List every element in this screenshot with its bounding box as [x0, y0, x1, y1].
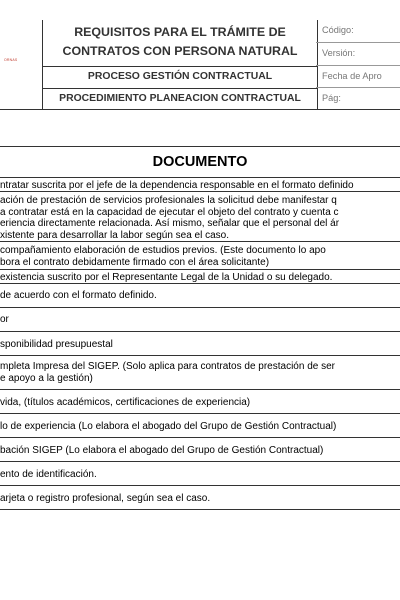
document-row-text: eriencia directamente relacionada. Así mismo, señalar que el personal del ár	[0, 218, 340, 230]
document-row-text: existencia suscrito por el Representante Legal de la Unidad o su delegado.	[0, 272, 333, 283]
document-row	[0, 486, 400, 510]
title-line-2: CONTRATOS CON PERSONA NATURAL	[62, 44, 298, 58]
document-row	[0, 438, 400, 462]
document-row-text: e apoyo a la gestión)	[0, 372, 93, 384]
document-row	[0, 462, 400, 486]
document-row-text: bación SIGEP (Lo elabora el abogado del Grupo de Gestión Contractual)	[0, 445, 324, 456]
document-row-text: lo de experiencia (Lo elabora el abogado del Grupo de Gestión Contractual)	[0, 421, 337, 432]
document-row-text: ntratar suscrita por el jefe de la dependencia responsable en el formato definido	[0, 180, 354, 191]
document-row-text: de acuerdo con el formato definido.	[0, 290, 157, 301]
document-header	[0, 20, 400, 110]
document-row	[0, 308, 400, 332]
document-row-text: or	[0, 314, 9, 325]
approval-date-label: Fecha de Apro	[316, 65, 400, 86]
document-row	[0, 390, 400, 414]
logo	[0, 20, 42, 110]
document-row-text: vida, (títulos académicos, certificaciones de experiencia)	[0, 397, 251, 408]
title-line-1: REQUISITOS PARA EL TRÁMITE DE	[74, 25, 286, 39]
document-row	[0, 284, 400, 308]
document-row	[0, 177, 400, 192]
document-row-text: mpleta Impresa del SIGEP. (Solo aplica para contratos de prestación de ser	[0, 361, 335, 372]
document-row-text: ación de prestación de servicios profesionales la solicitud debe manifestar q	[0, 195, 337, 206]
code-label: Código:	[322, 25, 354, 35]
document-row	[0, 270, 400, 284]
document-row-text: bora el contrato debidamente firmado con el área solicitante)	[0, 256, 270, 268]
version-label: Versión:	[316, 42, 400, 63]
logo-text: ORNAS	[4, 58, 18, 62]
document-row-text: a contratar está en la capacidad de ejecutar el objeto del contrato y cuenta c	[0, 206, 339, 218]
document-row	[0, 414, 400, 438]
document-title	[43, 23, 317, 63]
metadata-block	[316, 20, 400, 110]
document-row	[0, 356, 400, 390]
title-block	[42, 20, 318, 110]
page-label: Pág:	[316, 87, 400, 108]
process-name: PROCESO GESTIÓN CONTRACTUAL	[43, 66, 317, 87]
document-row-text: arjeta o registro profesional, según sea el caso.	[0, 493, 211, 504]
document-row	[0, 332, 400, 356]
document-row-text: sponibilidad presupuestal	[0, 339, 113, 350]
document-row	[0, 192, 400, 242]
document-row-text: ento de identificación.	[0, 469, 97, 480]
procedure-name: PROCEDIMIENTO PLANEACION CONTRACTUAL	[43, 88, 317, 109]
document-row	[0, 242, 400, 270]
document-row-text: xistente para desarrollar la labor según sea el caso.	[0, 229, 230, 241]
document-row-text: compañamiento elaboración de estudios previos. (Este documento lo apo	[0, 245, 326, 256]
document-table-heading: DOCUMENTO	[0, 146, 400, 178]
